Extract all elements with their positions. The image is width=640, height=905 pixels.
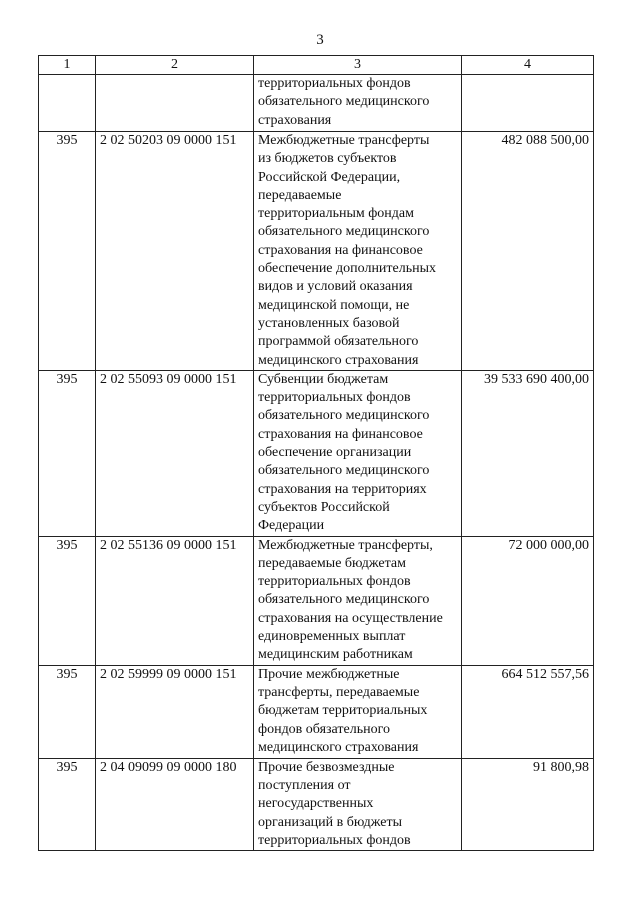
name-line: обязательного медицинского xyxy=(258,463,430,479)
name-line: Межбюджетные трансферты, xyxy=(258,537,433,553)
name-line: обязательного медицинского xyxy=(258,408,430,424)
name-cell xyxy=(254,75,462,132)
name-cell xyxy=(254,132,462,371)
kbk-cell: 2 02 50203 09 0000 151 xyxy=(96,132,254,371)
name-line: бюджетам территориальных xyxy=(258,703,428,719)
name-line: Субвенции бюджетам xyxy=(258,371,389,387)
name-line: территориальных фондов xyxy=(258,390,411,406)
table-row xyxy=(39,758,594,850)
name-line: обеспечение дополнительных xyxy=(258,261,437,277)
name-line: из бюджетов субъектов xyxy=(258,151,397,167)
name-line: поступления от xyxy=(258,777,351,793)
name-line: программой обязательного xyxy=(258,334,419,350)
amount-cell: 482 088 500,00 xyxy=(462,132,594,371)
name-line: страхования на осуществление xyxy=(258,610,443,626)
name-line: передаваемые xyxy=(258,187,342,203)
header-col-4: 4 xyxy=(462,56,594,75)
table-row xyxy=(39,370,594,536)
name-line: медицинским работникам xyxy=(258,647,413,663)
name-line: обеспечение организации xyxy=(258,445,412,461)
name-line: обязательного медицинского xyxy=(258,224,430,240)
name-line: передаваемые бюджетам xyxy=(258,555,406,571)
table-row-continuation xyxy=(39,75,594,132)
name-cell xyxy=(254,370,462,536)
name-line: страхования на финансовое xyxy=(258,242,423,258)
table-header-row xyxy=(39,56,594,75)
name-line: территориальных фондов xyxy=(258,76,411,91)
code-cell: 395 xyxy=(39,370,96,536)
name-line: Прочие межбюджетные xyxy=(258,666,400,682)
name-line: Прочие безвозмездные xyxy=(258,759,395,775)
amount-cell: 72 000 000,00 xyxy=(462,536,594,665)
header-col-2: 2 xyxy=(96,56,254,75)
name-line: медицинской помощи, не xyxy=(258,297,410,313)
header-col-3: 3 xyxy=(254,56,462,75)
name-line: организаций в бюджеты xyxy=(258,814,402,830)
amount-cell: 664 512 557,56 xyxy=(462,665,594,758)
name-line: обязательного медицинского xyxy=(258,94,430,110)
code-cell xyxy=(39,75,96,132)
table-row xyxy=(39,665,594,758)
kbk-cell: 2 02 59999 09 0000 151 xyxy=(96,665,254,758)
page-number: 3 xyxy=(316,32,324,48)
name-line: медицинского страхования xyxy=(258,352,419,368)
name-line: территориальным фондам xyxy=(258,206,414,222)
name-line: территориальных фондов xyxy=(258,574,411,590)
name-line: негосударственных xyxy=(258,796,374,812)
name-line: Федерации xyxy=(258,518,325,534)
name-line: трансферты, передаваемые xyxy=(258,684,420,700)
name-cell xyxy=(254,665,462,758)
code-cell: 395 xyxy=(39,665,96,758)
name-line: фондов обязательного xyxy=(258,721,390,737)
table-row xyxy=(39,132,594,371)
name-line: страхования на территориях xyxy=(258,481,427,497)
name-line: субъектов Российской xyxy=(258,499,390,515)
table-row xyxy=(39,536,594,665)
name-line: страхования xyxy=(258,112,332,128)
name-line: медицинского страхования xyxy=(258,739,419,755)
header-col-1: 1 xyxy=(39,56,96,75)
name-line: единовременных выплат xyxy=(258,629,406,645)
name-line: установленных базовой xyxy=(258,315,400,331)
amount-cell: 39 533 690 400,00 xyxy=(462,370,594,536)
code-cell: 395 xyxy=(39,536,96,665)
amount-cell xyxy=(462,75,594,132)
name-line: Российской Федерации, xyxy=(258,169,401,185)
kbk-cell xyxy=(96,75,254,132)
kbk-cell: 2 04 09099 09 0000 180 xyxy=(96,758,254,850)
budget-revenue-table xyxy=(38,55,594,851)
name-cell xyxy=(254,536,462,665)
code-cell: 395 xyxy=(39,758,96,850)
name-line: Межбюджетные трансферты xyxy=(258,133,430,148)
name-line: территориальных фондов xyxy=(258,832,411,848)
code-cell: 395 xyxy=(39,132,96,371)
kbk-cell: 2 02 55093 09 0000 151 xyxy=(96,370,254,536)
name-line: обязательного медицинского xyxy=(258,592,430,608)
amount-cell: 91 800,98 xyxy=(462,758,594,850)
name-cell xyxy=(254,758,462,850)
kbk-cell: 2 02 55136 09 0000 151 xyxy=(96,536,254,665)
name-line: страхования на финансовое xyxy=(258,426,423,442)
name-line: видов и условий оказания xyxy=(258,279,413,295)
